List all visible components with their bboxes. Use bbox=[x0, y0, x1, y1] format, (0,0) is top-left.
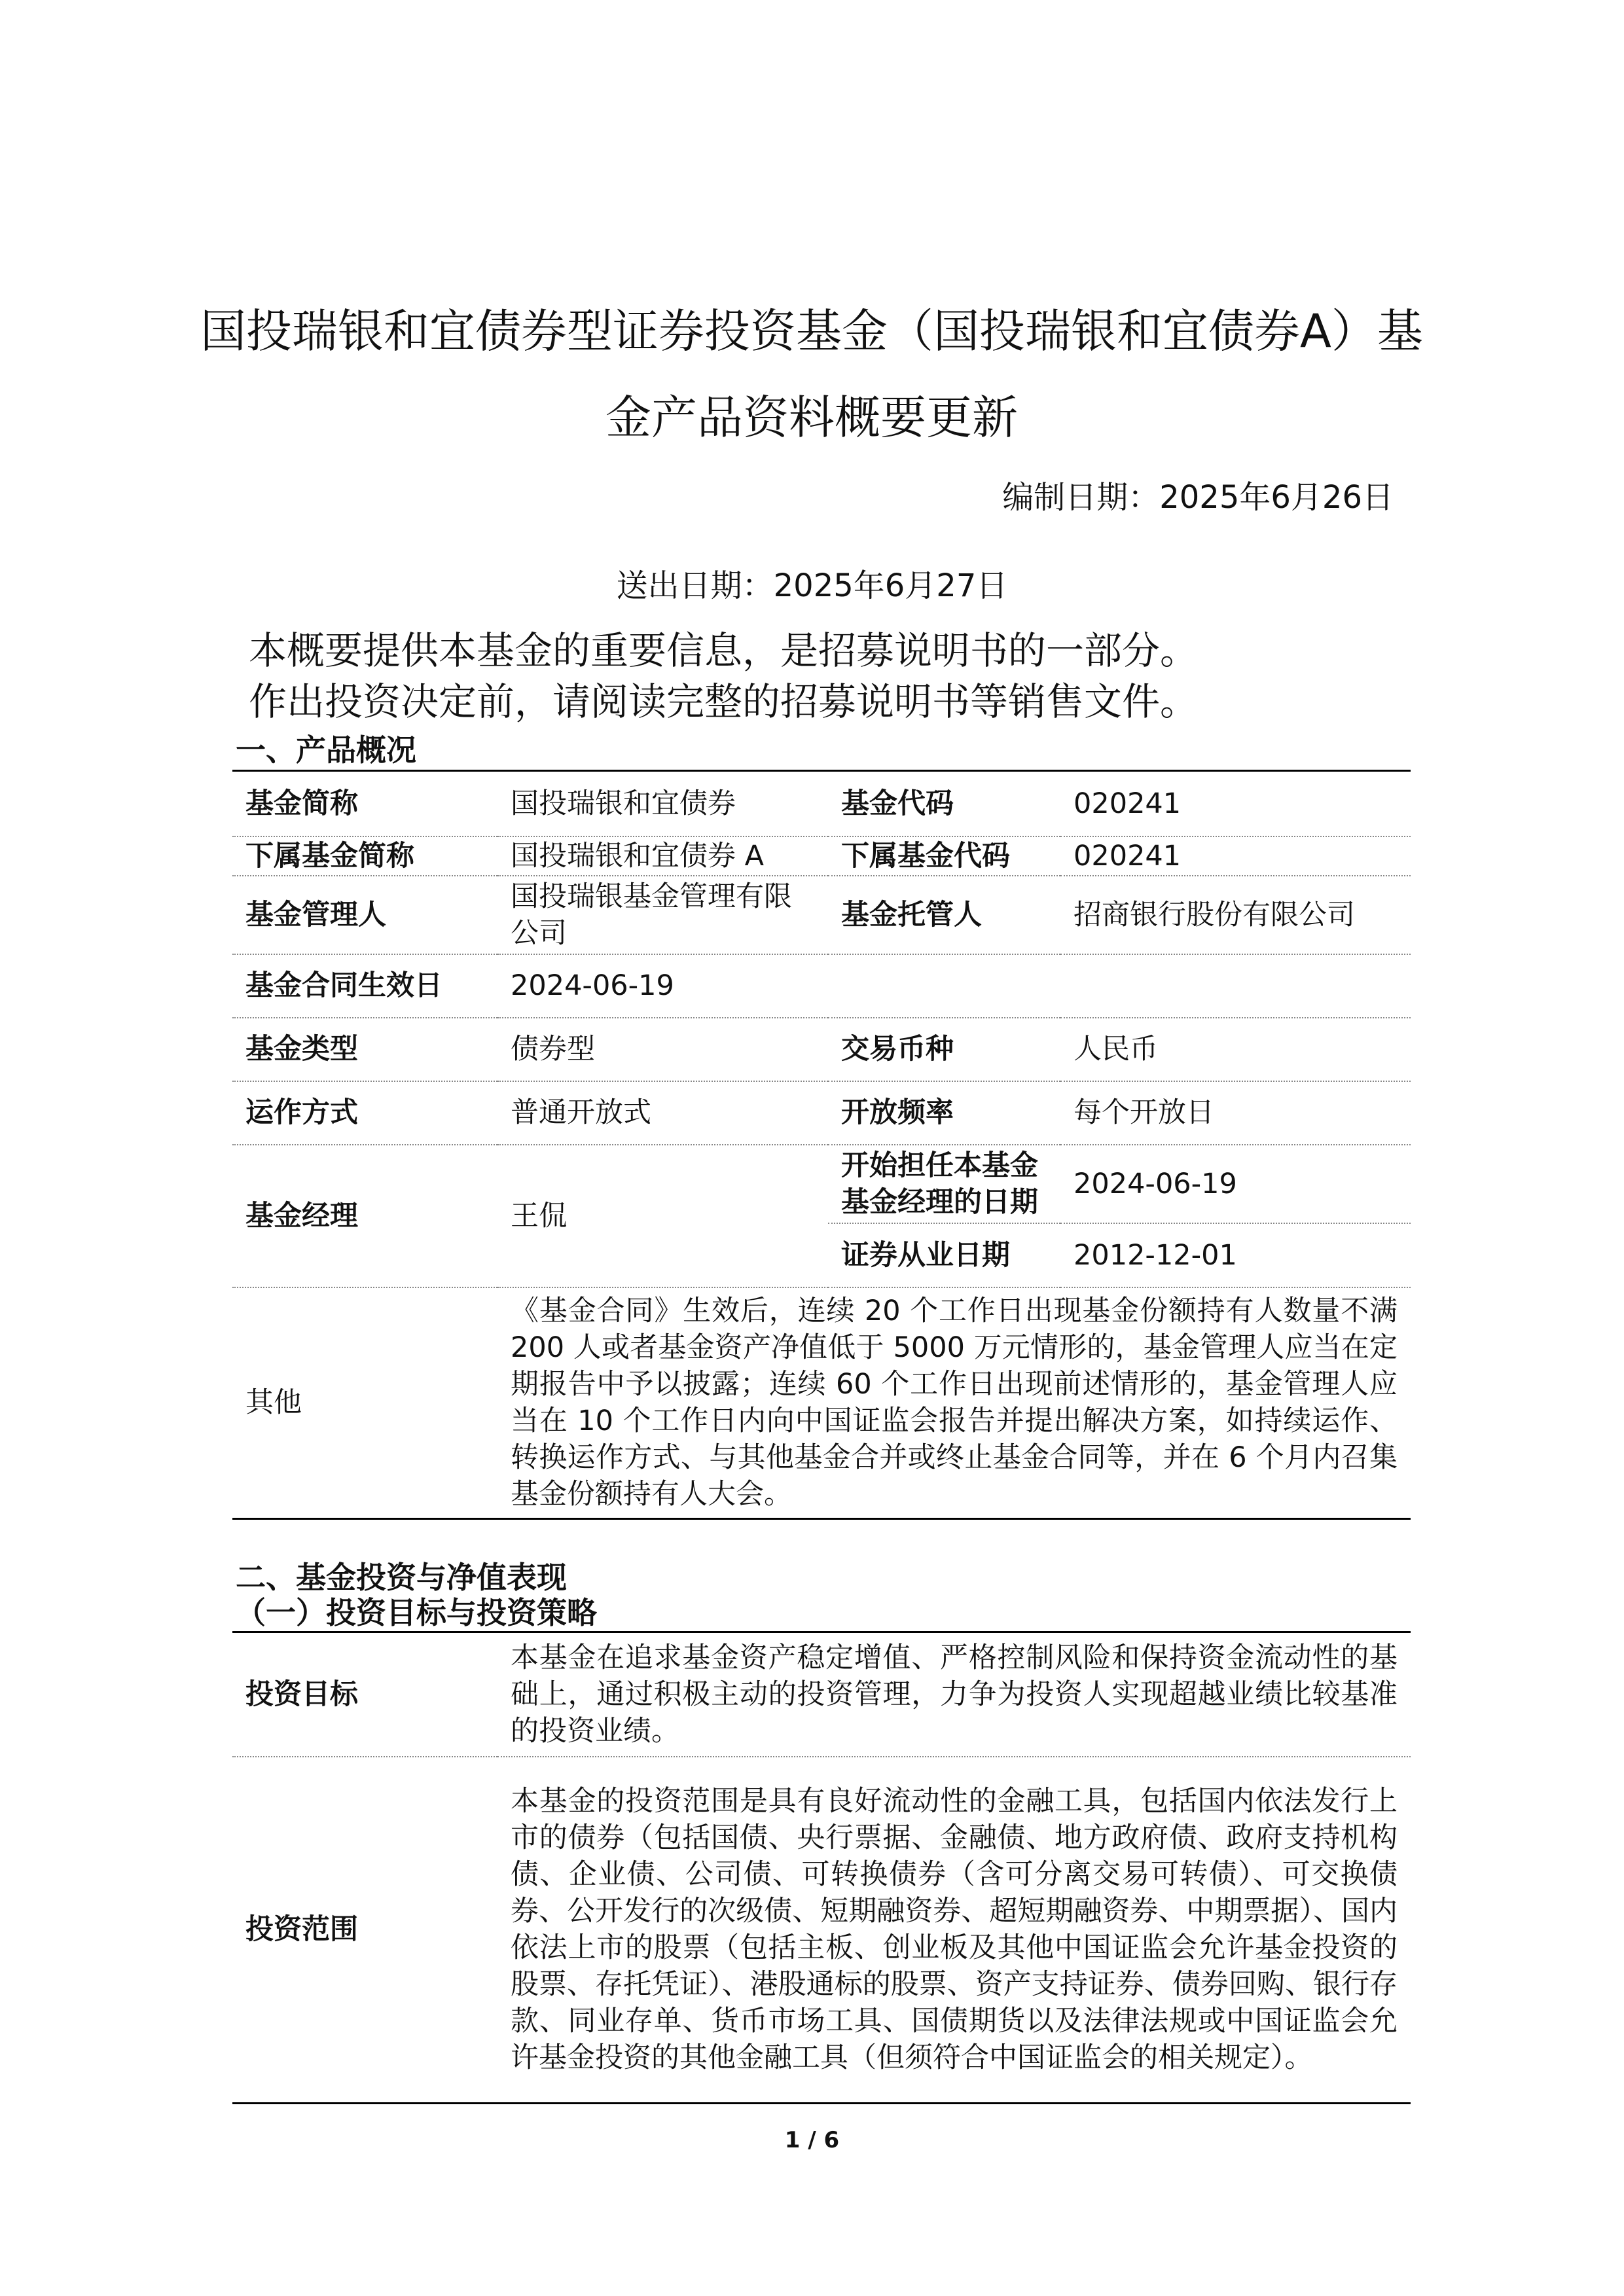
table-row bbox=[232, 954, 1411, 1018]
row-value: 020241 bbox=[1074, 839, 1182, 872]
row-value: 国投瑞银基金管理有限公司 bbox=[511, 880, 792, 950]
row-label: 运作方式 bbox=[245, 1096, 358, 1129]
row-value: 招商银行股份有限公司 bbox=[1074, 898, 1355, 931]
manager-career-value: 2012-12-01 bbox=[1074, 1238, 1237, 1272]
section-heading-investment: 二、基金投资与净值表现 bbox=[236, 1560, 567, 1595]
row-label: 下属基金简称 bbox=[245, 839, 414, 872]
product-overview-table bbox=[232, 770, 1411, 1520]
row-label: 交易币种 bbox=[841, 1033, 954, 1066]
subsection-heading-strategy: （一）投资目标与投资策略 bbox=[236, 1595, 597, 1630]
manager-label: 基金经理 bbox=[245, 1199, 358, 1232]
row-value: 国投瑞银和宜债券 bbox=[511, 787, 736, 820]
row-value: 人民币 bbox=[1074, 1033, 1158, 1066]
empty-cell bbox=[1060, 954, 1411, 1018]
intro-line-1: 本概要提供本基金的重要信息，是招募说明书的一部分。 bbox=[249, 628, 1199, 673]
table-row bbox=[232, 1287, 1411, 1519]
row-value: 2024-06-19 bbox=[511, 969, 674, 1002]
table-row bbox=[232, 1081, 1411, 1145]
send-date: 送出日期：2025年6月27日 bbox=[616, 567, 1008, 604]
scope-text: 本基金的投资范围是具有良好流动性的金融工具，包括国内依法发行上市的债券（包括国债、央行票据、金融债、地方政府债、政府支持机构债、企业债、公司债、可转换债券（含可分离交易可转债）、可交换债券、公开发行的次级债、短期融资券、超短期融资券、中期票据）、国内依法上市的股票（包括主板、创业板及其他中国证监会允许基金投资的股票、存托凭证）、港股通标的股票、资产支持证券、债券回购、银行存款、同业存单、货币市场工具、国债期货以及法律法规或中国证监会允许基金投资的其他金融工具（但须符合中国证监会的相关规定）。 bbox=[511, 1785, 1398, 2075]
row-label: 基金代码 bbox=[841, 787, 954, 820]
table-row bbox=[232, 1632, 1411, 1757]
empty-cell bbox=[828, 954, 1060, 1018]
table-row bbox=[232, 876, 1411, 954]
section-heading-overview: 一、产品概况 bbox=[236, 732, 416, 768]
other-label: 其他 bbox=[245, 1386, 302, 1420]
row-value: 每个开放日 bbox=[1074, 1096, 1214, 1129]
row-label: 下属基金代码 bbox=[841, 839, 1010, 872]
table-row bbox=[232, 836, 1411, 876]
investment-strategy-table bbox=[232, 1631, 1411, 2104]
row-value: 国投瑞银和宜债券 A bbox=[511, 839, 765, 872]
document-title: 国投瑞银和宜债券型证券投资基金（国投瑞银和宜债券A）基金产品资料概要更新 bbox=[200, 304, 1423, 444]
table-row bbox=[232, 1145, 1411, 1223]
row-label: 开放频率 bbox=[841, 1096, 954, 1129]
manager-career-label: 证券从业日期 bbox=[841, 1238, 1010, 1272]
intro-notice bbox=[249, 625, 1427, 727]
row-value: 债券型 bbox=[511, 1033, 595, 1066]
manager-start-label: 开始担任本基金基金经理的日期 bbox=[828, 1145, 1060, 1223]
row-label: 基金合同生效日 bbox=[245, 969, 442, 1002]
row-value: 020241 bbox=[1074, 787, 1182, 820]
row-label: 基金类型 bbox=[245, 1033, 358, 1066]
page-number: 1 / 6 bbox=[784, 2127, 840, 2153]
row-label: 基金简称 bbox=[245, 787, 358, 820]
objective-label: 投资目标 bbox=[245, 1677, 358, 1711]
row-label: 基金托管人 bbox=[841, 898, 982, 931]
objective-text: 本基金在追求基金资产稳定增值、严格控制风险和保持资金流动性的基础上，通过积极主动的投资管理，力争为投资人实现超越业绩比较基准的投资业绩。 bbox=[511, 1641, 1398, 1748]
manager-name: 王侃 bbox=[511, 1199, 567, 1232]
compile-date: 编制日期：2025年6月26日 bbox=[1002, 479, 1394, 516]
table-row bbox=[232, 1018, 1411, 1081]
intro-line-2: 作出投资决定前，请阅读完整的招募说明书等销售文件。 bbox=[249, 679, 1199, 724]
row-value: 普通开放式 bbox=[511, 1096, 651, 1129]
table-row bbox=[232, 1757, 1411, 2104]
scope-label: 投资范围 bbox=[245, 1913, 358, 1946]
table-row bbox=[232, 771, 1411, 836]
other-text: 《基金合同》生效后，连续 20 个工作日出现基金份额持有人数量不满 200 人或者基金资产净值低于 5000 万元情形的，基金管理人应当在定期报告中予以披露；连续 60 个工作日出现前述情形的，基金管理人应当在 10 个工作日内向中国证监会报告并提出解决方案，如持续运作、转换运作方式、与其他基金合并或终止基金合同等，并在 6 个月内召集基金份额持有人大会。 bbox=[511, 1295, 1398, 1511]
manager-start-value: 2024-06-19 bbox=[1060, 1145, 1411, 1223]
row-label: 基金管理人 bbox=[245, 898, 386, 931]
